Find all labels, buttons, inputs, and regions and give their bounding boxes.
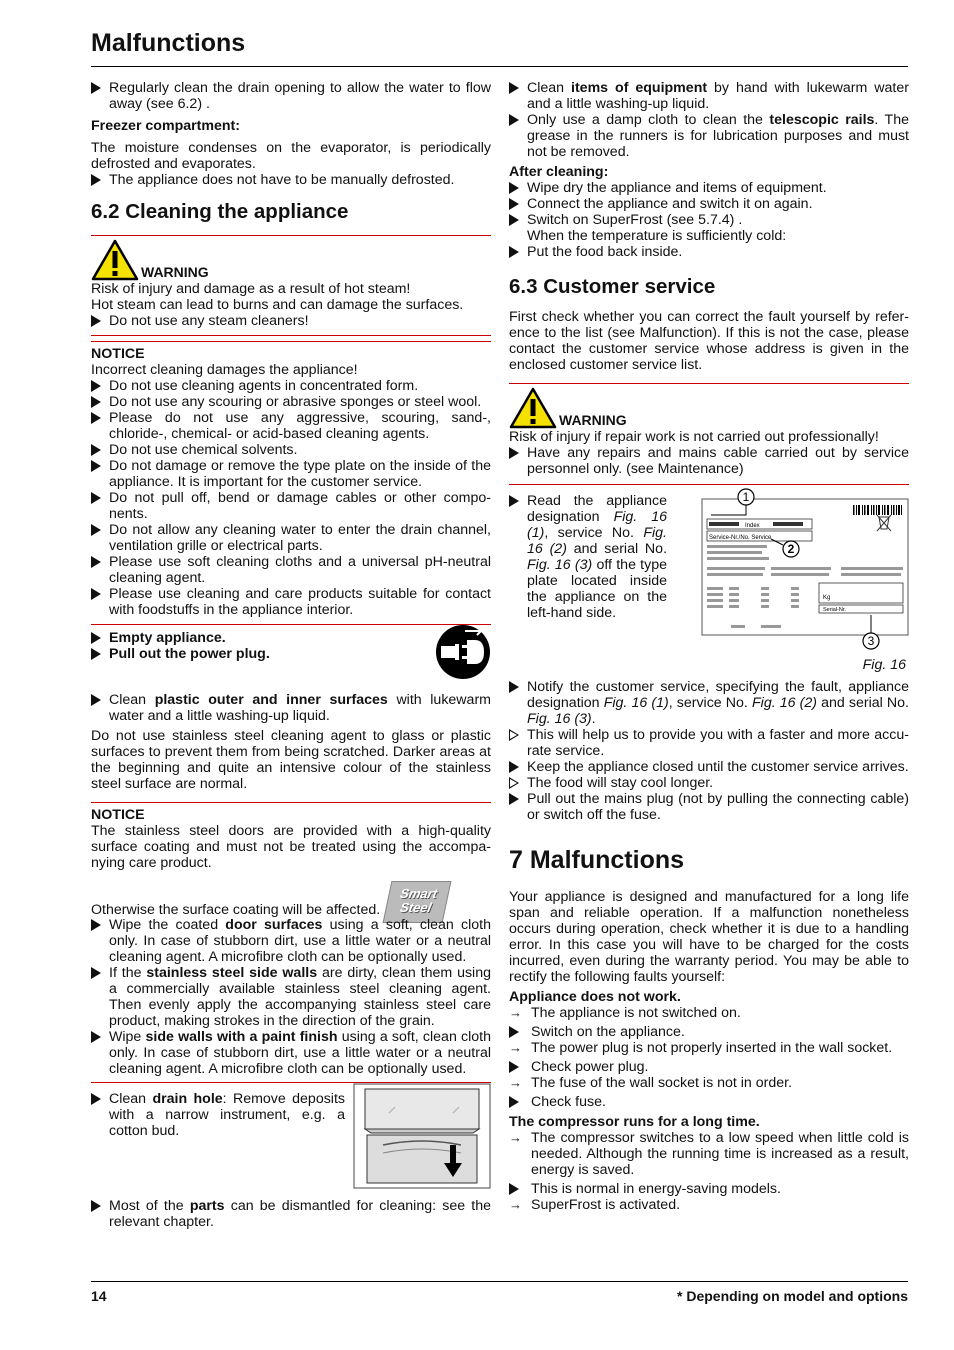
list-item: If the stainless steel side walls are dirty, clean them using a commercially available stainless steel cleaning agent. Then evenly apply the accompanying stainless steel care product, making strokes in the direction of the grain. <box>91 965 491 1029</box>
type-plate-block <box>509 490 909 673</box>
smartsteel-row <box>91 871 491 917</box>
freezer-text: The moisture condenses on the evaporator, is periodically defrosted and evaporates. <box>91 140 491 172</box>
drain-hole-block <box>91 1091 491 1198</box>
warning-text: Risk of injury and damage as a result of hot steam! <box>91 281 411 297</box>
list-item: Wipe dry the appliance and items of equipment. <box>509 180 909 196</box>
after-cleaning-list <box>509 180 909 228</box>
notice-text: The stainless steel doors are provided with a high-quality surface coating and must not be treated using the accompa-nying care product. <box>91 823 491 871</box>
callout-1: 1 <box>742 490 750 504</box>
unplug-icon <box>435 623 491 681</box>
list-item: Empty appliance. <box>91 630 491 646</box>
callout-3: 3 <box>867 634 875 648</box>
red-divider <box>91 341 491 342</box>
unplug-block <box>91 630 491 688</box>
type-plate-figure <box>701 487 909 651</box>
list-item: Regularly clean the drain opening to allow the water to flow away (see 6.2) . <box>91 80 491 112</box>
svg-text:Service-Nr./No. Service: Service-Nr./No. Service <box>709 535 772 541</box>
warning-header <box>509 387 909 429</box>
list-item: The food will stay cool longer. <box>509 775 909 791</box>
list-item: Do not damage or remove the type plate on the inside of the appliance. It is important for the customer service. <box>91 458 491 490</box>
list-item: Do not use any steam cleaners! <box>91 313 491 329</box>
notice-list <box>91 378 491 618</box>
list-item: Switch on SuperFrost (see 5.7.4) . <box>509 212 909 228</box>
red-divider <box>509 383 909 384</box>
stainless-paragraph: Do not use stainless steel cleaning agent to glass or plastic surfaces to prevent them from being scratched. Darker areas at the beginning and quite an intensive colour of the stainless steel surface are normal. <box>91 728 491 792</box>
svg-text:Kg: Kg <box>823 595 831 601</box>
red-divider <box>509 484 909 485</box>
cause-item: → The power plug is not properly inserted in the wall socket. <box>509 1040 893 1056</box>
list-item: Notify the customer service, specifying the fault, appliance designation Fig. 16 (1), service No. Fig. 16 (2) and serial No. Fig. 16 (3). <box>509 679 909 727</box>
list-item: Clean drain hole: Remove deposits with a narrow instrument, e.g. a cotton bud. <box>91 1091 345 1139</box>
list-item: Do not allow any cleaning water to enter the drain channel, ventilation grille or electrical parts. <box>91 522 491 554</box>
cause-item: → The fuse of the wall socket is not in order. <box>509 1075 793 1091</box>
triangle-bullet-icon <box>509 1096 519 1108</box>
warning-label: WARNING <box>141 264 209 280</box>
cause-item: → SuperFrost is activated. <box>509 1197 681 1213</box>
list-item: Clean items of equipment by hand with lukewarm water and a little washing-up liquid. <box>509 80 909 112</box>
callout-2: 2 <box>787 542 795 556</box>
action-item: Check fuse. <box>509 1094 909 1110</box>
page-title: Malfunctions <box>91 29 246 57</box>
drain-channel-illustration <box>353 1083 491 1189</box>
compressor-list <box>509 1130 909 1213</box>
smart-steel-logo: Smart Steel <box>383 881 452 923</box>
red-divider <box>91 335 491 336</box>
no-work-heading: Appliance does not work. <box>509 989 681 1005</box>
section-title-customer-service: 6.3 Customer service <box>509 275 716 298</box>
arrow-right-icon: → <box>509 1197 522 1212</box>
left-column <box>91 80 491 1230</box>
list-item: Do not use chemical solvents. <box>91 442 491 458</box>
affected-text: Otherwise the surface coating will be affected. <box>91 902 381 918</box>
notice-label: NOTICE <box>91 346 145 362</box>
list-item: Wipe the coated door surfaces using a soft, clean cloth only. In case of stubborn dirt, use a little water or a neutral cleaning agent. A microfibre cloth can be optionally used. <box>91 917 491 965</box>
list-item: Wipe side walls with a paint finish using a soft, clean cloth only. In case of stubborn dirt, use a little water or a neutral cleaning agent. A microfibre cloth can be optionally used. <box>91 1029 491 1077</box>
list-item: This will help us to provide you with a faster and more accu-rate service. <box>509 727 909 759</box>
list-item: Please use cleaning and care products suitable for contact with foodstuffs in the appliance interior. <box>91 586 491 618</box>
after-cleaning-heading: After cleaning: <box>509 164 609 180</box>
list-item: Do not use any scouring or abrasive sponges or steel wool. <box>91 394 491 410</box>
triangle-bullet-icon <box>509 1183 519 1195</box>
list-item: Do not use cleaning agents in concentrated form. <box>91 378 491 394</box>
svg-text:Serial-Nr.: Serial-Nr. <box>823 607 846 613</box>
list-item: Have any repairs and mains cable carried out by service personnel only. (see Maintenance) <box>509 445 909 477</box>
list-item: Please do not use any aggressive, scouring, sand-, chloride-, chemical- or acid-based cleaning agents. <box>91 410 491 442</box>
list-item: Pull out the power plug. <box>91 646 491 662</box>
red-divider <box>91 624 491 625</box>
red-divider <box>91 802 491 803</box>
list-item: Only use a damp cloth to clean the telescopic rails. The grease in the runners is for lubrication purposes and must not be removed. <box>509 112 909 160</box>
arrow-right-icon: → <box>509 1130 522 1145</box>
list-item: Put the food back inside. <box>509 244 909 260</box>
right-column <box>509 80 909 1213</box>
list-item: Keep the appliance closed until the customer service arrives. <box>509 759 909 775</box>
arrow-right-icon: → <box>509 1040 522 1055</box>
after-cold-text: When the temperature is sufficiently cold: <box>527 228 787 244</box>
footer-note: * Depending on model and options <box>677 1288 908 1304</box>
cause-item: → The appliance is not switched on. <box>509 1005 741 1021</box>
chapter-title: 7 Malfunctions <box>509 846 685 874</box>
notice-intro: Incorrect cleaning damages the appliance! <box>91 362 358 378</box>
warning-triangle-icon <box>509 387 557 429</box>
svg-text:Index: Index <box>745 523 760 529</box>
section-title-cleaning: 6.2 Cleaning the appliance <box>91 200 349 223</box>
no-work-list <box>509 1005 909 1110</box>
title-divider <box>91 66 908 67</box>
footer-divider <box>91 1281 908 1282</box>
warning-text: Risk of injury if repair work is not carried out professionally! <box>509 429 879 445</box>
warning-triangle-icon <box>91 239 139 281</box>
notice-label: NOTICE <box>91 807 145 823</box>
action-item: Switch on the appliance. <box>509 1024 909 1040</box>
page-number: 14 <box>91 1288 107 1304</box>
list-item: Do not pull off, bend or damage cables or other compo-nents. <box>91 490 491 522</box>
compressor-heading: The compressor runs for a long time. <box>509 1114 760 1130</box>
action-item: Check power plug. <box>509 1059 909 1075</box>
list-item: Clean plastic outer and inner surfaces with lukewarm water and a little washing-up liquid. <box>91 692 491 724</box>
list-item: Most of the parts can be dismantled for cleaning: see the relevant chapter. <box>91 1198 491 1230</box>
arrow-right-icon: → <box>509 1075 522 1090</box>
cause-item: → The compressor switches to a low speed when little cold is needed. Although the running time is increased as a result, energy is saved. <box>509 1130 909 1178</box>
arrow-right-icon: → <box>509 1005 522 1020</box>
triangle-bullet-icon <box>509 1026 519 1038</box>
list-item: Please use soft cleaning cloths and a universal pH-neutral cleaning agent. <box>91 554 491 586</box>
warning-text: Hot steam can lead to burns and can damage the surfaces. <box>91 297 464 313</box>
list-item: The appliance does not have to be manually defrosted. <box>91 172 491 188</box>
list-item: Read the appliance designation Fig. 16 (1), service No. Fig. 16 (2) and serial No. Fig. 16 (3) off the type plate located inside the appliance on the left-hand side. <box>509 493 667 621</box>
freezer-heading: Freezer compartment: <box>91 118 241 134</box>
customer-service-intro: First check whether you can correct the fault yourself by refer-ence to the list (see Malfunction). If this is not the case, please contact the customer service whose address is given in the enclosed customer service list. <box>509 309 909 373</box>
list-item: Pull out the mains plug (not by pulling the connecting cable) or switch off the fuse. <box>509 791 909 823</box>
chapter-intro: Your appliance is designed and manufactured for a long life span and reliable operation. If a malfunction nonetheless occurs during operation, check whether it is due to a handling error. In this case you will have to be charged for the costs incurred, even during the warranty period. You may be able to rectify the following faults yourself: <box>509 889 909 985</box>
warning-label: WARNING <box>559 412 627 428</box>
list-item: Connect the appliance and switch it on again. <box>509 196 909 212</box>
action-item: This is normal in energy-saving models. <box>509 1181 909 1197</box>
red-divider <box>91 235 491 236</box>
warning-header <box>91 239 491 281</box>
figure-caption: Fig. 16 <box>862 657 906 673</box>
triangle-bullet-icon <box>509 1061 519 1073</box>
